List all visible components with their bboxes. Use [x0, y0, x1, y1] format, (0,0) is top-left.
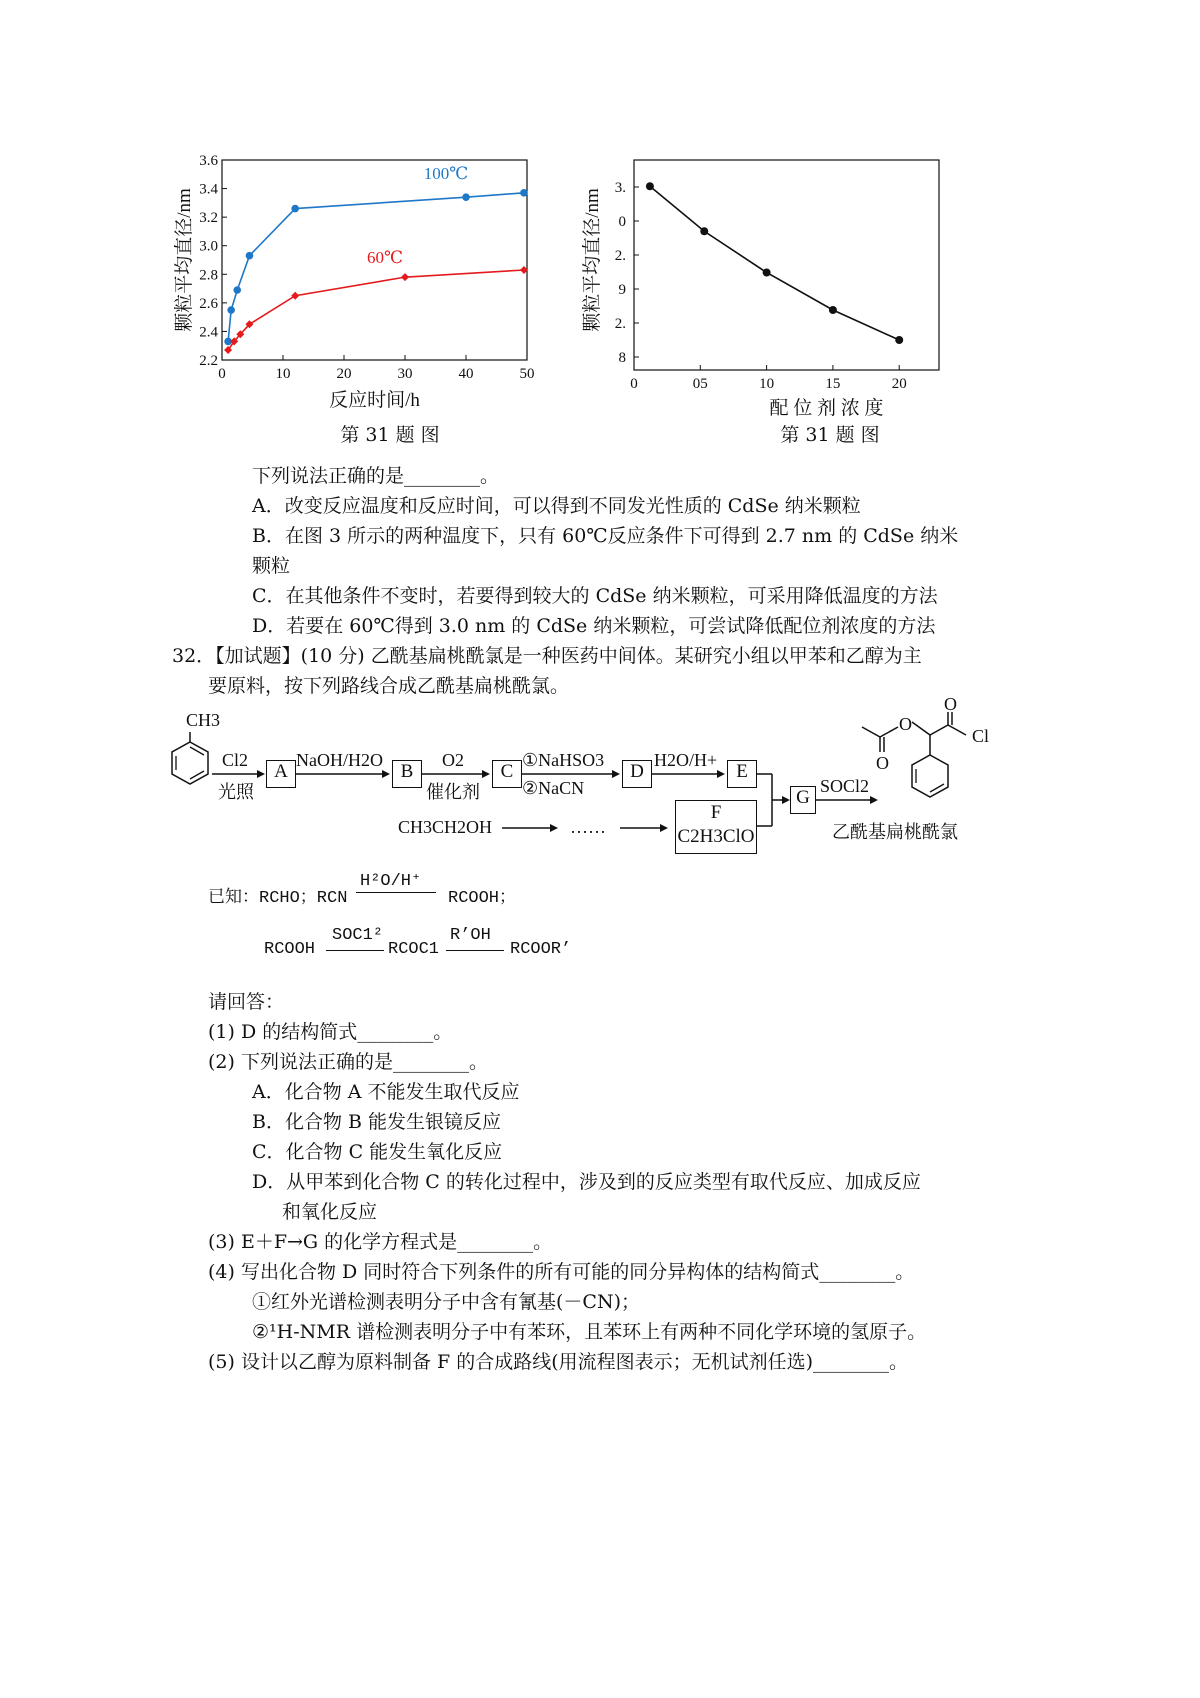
- compound-b: B: [400, 761, 414, 782]
- compound-c: C: [500, 761, 514, 782]
- data-point: [246, 252, 254, 260]
- q31-option-a: A．改变反应温度和反应时间，可以得到不同发光性质的 CdSe 纳米颗粒: [252, 495, 861, 517]
- compound-d: D: [630, 761, 644, 782]
- data-point: [646, 182, 654, 190]
- y-tick-label: 8: [618, 350, 626, 366]
- x-tick-label: 40: [458, 366, 474, 382]
- y-tick-label: 3.4: [199, 181, 218, 198]
- x-tick-label: 10: [275, 366, 291, 382]
- known-cond-1: H²O/H⁺: [360, 872, 422, 891]
- ellipsis: ……: [570, 817, 606, 837]
- known-arrow-1: [356, 892, 436, 893]
- sub-q2-option-d-cont: 和氧化反应: [282, 1201, 378, 1223]
- y-tick-label: 3.0: [199, 238, 218, 255]
- data-point: [829, 306, 837, 314]
- data-point: [233, 286, 241, 294]
- synthesis-scheme: [160, 694, 1040, 860]
- data-point: [291, 205, 299, 213]
- reagent-o2: O2: [442, 750, 464, 770]
- reagent-h2o: H2O/H+: [654, 750, 718, 770]
- y-tick-label: 2.6: [199, 295, 218, 312]
- y-axis-label: 颗粒平均直径/nm: [174, 188, 195, 332]
- data-point: [520, 189, 528, 197]
- product-ring-icon: [912, 755, 948, 797]
- q31-option-d: D．若要在 60℃得到 3.0 nm 的 CdSe 纳米颗粒，可尝试降低配位剂浓度的方法: [252, 615, 936, 637]
- compound-f: F: [710, 802, 722, 823]
- data-point: [462, 193, 470, 201]
- y-tick-label: 2.2: [199, 353, 218, 369]
- reagent-naoh: NaOH/H2O: [296, 750, 383, 770]
- x-tick-label: 0: [630, 376, 638, 392]
- product-o-carbonyl: O: [944, 694, 957, 714]
- reagent-cl2: Cl2: [222, 750, 249, 770]
- compound-d-box: [622, 760, 652, 788]
- sub-q2-option-d: D．从甲苯到化合物 C 的转化过程中，涉及到的反应类型有取代反应、加成反应: [252, 1171, 921, 1193]
- sub-q2-option-c: C．化合物 C 能发生氧化反应: [252, 1141, 503, 1163]
- condition-catalyst: 催化剂: [426, 782, 480, 802]
- q31-option-c: C．在其他条件不变时，若要得到较大的 CdSe 纳米颗粒，可采用降低温度的方法: [252, 585, 938, 607]
- q31-option-b: B．在图 3 所示的两种温度下，只有 60℃反应条件下可得到 2.7 nm 的 CdSe 纳米: [252, 525, 959, 547]
- sub-q4-cond-2: ②¹H-NMR 谱检测表明分子中有苯环，且苯环上有两种不同化学环境的氢原子。: [252, 1321, 927, 1343]
- toluene-ch3: CH3: [186, 710, 221, 730]
- y-tick-label: 2.: [614, 248, 626, 264]
- y-tick-label: 2.: [614, 316, 626, 332]
- known2-arrow-1: [326, 950, 384, 951]
- y-tick-label: 0: [618, 214, 626, 230]
- x-tick-label: 30: [397, 366, 413, 382]
- series-line-1: [228, 270, 524, 350]
- y-tick-label: 3.: [614, 180, 626, 196]
- toluene-ring-icon: [172, 742, 208, 784]
- sub-q4: (4) 写出化合物 D 同时符合下列条件的所有可能的同分异构体的结构简式________。: [208, 1261, 915, 1283]
- known2-start: RCOOH: [264, 940, 316, 959]
- x-tick-label: 15: [825, 376, 841, 392]
- q32-intro: 32．【加试题】(10 分) 乙酰基扁桃酰氯是一种医药中间体。某研究小组以甲苯和乙醇为主: [172, 645, 922, 667]
- reagent-nacn: ②NaCN: [522, 778, 585, 798]
- series-label-0: 100℃: [423, 164, 469, 184]
- y-tick-label: 9: [618, 282, 626, 298]
- data-point: [895, 336, 903, 344]
- x-axis-label: 反应时间/h: [329, 390, 420, 411]
- data-point: [700, 227, 708, 235]
- chart-right: [582, 160, 1030, 420]
- known2-cond-2: R’OH: [450, 926, 491, 945]
- compound-c-box: [492, 760, 522, 788]
- sub-q3: (3) E＋F→G 的化学方程式是________。: [208, 1231, 553, 1253]
- known-reactions: [208, 870, 908, 960]
- x-tick-label: 0: [218, 366, 226, 382]
- compound-f-box: [675, 800, 757, 854]
- data-point: [763, 269, 771, 277]
- chart-left-svg: [170, 153, 590, 420]
- compound-e-box: [727, 760, 757, 788]
- y-axis-label: 颗粒平均直径/nm: [582, 188, 603, 332]
- reagent-nahso3: ①NaHSO3: [522, 750, 605, 770]
- series-line-0: [650, 186, 899, 340]
- sub-q1: (1) D 的结构简式________。: [208, 1021, 453, 1043]
- known-product-1: RCOOH；: [448, 889, 517, 908]
- known2-arrow-2: [446, 950, 504, 951]
- sub-q4-cond-1: ①红外光谱检测表明分子中含有氰基(－CN)；: [252, 1291, 640, 1313]
- ask-label: 请回答：: [208, 991, 285, 1013]
- data-point: [227, 306, 235, 314]
- known-label: 已知：RCHO；RCN: [208, 889, 348, 908]
- data-point: [401, 273, 409, 281]
- product-o-ester: O: [899, 714, 912, 734]
- product-o-acetyl: O: [876, 753, 889, 773]
- compound-g-box: [790, 786, 816, 814]
- compound-b-box: [392, 760, 422, 788]
- sub-q5: (5) 设计以乙醇为原料制备 F 的合成路线(用流程图表示；无机试剂任选)________。: [208, 1351, 909, 1373]
- known2-mid: RCOC1: [388, 940, 440, 959]
- series-label-1: 60℃: [366, 248, 404, 268]
- q31-option-b-cont: 颗粒: [252, 555, 291, 577]
- known2-cond-1: SOC1²: [332, 926, 384, 945]
- y-tick-label: 3.6: [199, 153, 218, 169]
- y-tick-label: 2.8: [199, 267, 218, 284]
- chart-right-caption: 第 31 题 图: [780, 424, 880, 446]
- sub-q2: (2) 下列说法正确的是________。: [208, 1051, 488, 1073]
- x-tick-label: 10: [759, 376, 775, 392]
- condition-light: 光照: [218, 782, 254, 802]
- chart-left-caption: 第 31 题 图: [340, 424, 440, 446]
- chart-left: [170, 153, 590, 420]
- q32-intro-cont: 要原料，按下列路线合成乙酰基扁桃酰氯。: [208, 675, 570, 697]
- x-axis-label: 配 位 剂 浓 度: [769, 398, 884, 419]
- q31-stem: 下列说法正确的是________。: [252, 465, 500, 487]
- y-tick-label: 2.4: [199, 324, 218, 341]
- x-tick-label: 20: [336, 366, 352, 382]
- product-cl: Cl: [972, 726, 990, 746]
- product-name: 乙酰基扁桃酰氯: [832, 822, 958, 842]
- x-tick-label: 50: [519, 366, 535, 382]
- x-tick-label: 05: [692, 376, 708, 392]
- sub-q2-option-b: B．化合物 B 能发生银镜反应: [252, 1111, 502, 1133]
- data-point: [291, 292, 299, 300]
- compound-a: A: [274, 761, 288, 782]
- y-tick-label: 3.2: [199, 210, 218, 227]
- compound-g: G: [796, 787, 810, 808]
- chart-right-svg: [582, 160, 1030, 420]
- ethanol: CH3CH2OH: [398, 817, 493, 837]
- compound-f-formula: C2H3ClO: [677, 826, 755, 847]
- known2-end: RCOOR’: [510, 940, 572, 959]
- sub-q2-option-a: A．化合物 A 不能发生取代反应: [252, 1081, 520, 1103]
- compound-e: E: [736, 761, 748, 782]
- x-tick-label: 20: [891, 376, 907, 392]
- chart-right-frame: [634, 160, 939, 370]
- reagent-socl2: SOCl2: [820, 776, 870, 796]
- compound-a-box: [266, 760, 296, 788]
